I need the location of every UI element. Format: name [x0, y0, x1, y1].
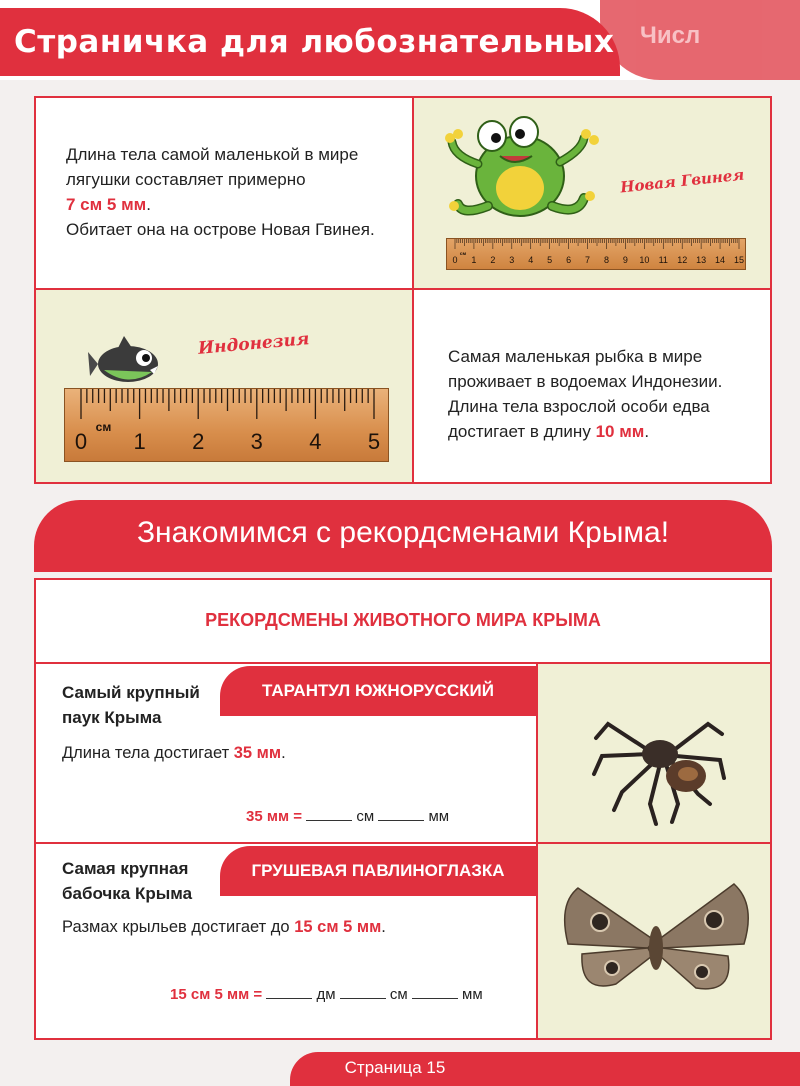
ruler-tick-label: 1 — [471, 255, 477, 265]
corner-tab-label: Числ — [640, 22, 701, 49]
ruler-tick-label: 14 — [715, 255, 726, 265]
section-banner — [34, 500, 772, 572]
ruler-tick-label: 3 — [509, 255, 515, 265]
moth-formula-unit2: см — [389, 986, 408, 1003]
answer-blank[interactable] — [306, 809, 352, 821]
ruler-tick-label: 10 — [639, 255, 650, 265]
small-ruler — [446, 238, 746, 270]
ruler-tick-label: 12 — [677, 255, 688, 265]
fish-fact: Самая маленькая рыбка в мире проживает в водоемах Индонезии. Длина тела взрослой особи едва достигает в длину 10 мм. — [448, 347, 723, 441]
fish-fact-text: Самая маленькая рыбка в мире проживает в водоемах Индонезии. Длина тела взрослой особи едва достигает в длину — [448, 347, 723, 441]
spider-name-pill: ТАРАНТУЛ ЮЖНОРУССКИЙ — [220, 666, 536, 716]
ruler-tick-label: 2 — [192, 429, 205, 454]
section-title: Знакомимся с рекордсменами Крыма! — [136, 516, 670, 549]
page-title: Страничка для любознательных — [14, 24, 615, 60]
ruler-tick-label: 9 — [622, 255, 628, 265]
ruler-tick-label: 15 — [733, 255, 745, 265]
ruler-tick-label: 4 — [528, 255, 534, 265]
big-ruler — [64, 388, 389, 462]
spider-icon — [538, 664, 770, 842]
ruler-tick-label: 0 — [74, 429, 88, 454]
new-guinea-label: Новая Гвинея — [619, 165, 746, 197]
ruler-tick-label: 7 — [585, 255, 591, 265]
moth-photo — [538, 844, 770, 1038]
spider-formula-unit2: мм — [428, 808, 450, 825]
fish-size: 10 мм — [595, 422, 645, 441]
fish-illustration — [36, 290, 412, 482]
ruler-tick-label: 0 — [452, 255, 458, 265]
frog-fact-line2: Обитает она на острове Новая Гвинея. — [66, 220, 375, 239]
ruler-tick-label: 5 — [367, 429, 381, 454]
moth-heading-line1: Самая крупная — [62, 859, 189, 878]
spider-heading-line1: Самый крупный — [62, 683, 200, 702]
corner-tab — [600, 0, 800, 80]
answer-blank[interactable] — [412, 987, 458, 999]
moth-formula-lhs: 15 см 5 мм — [170, 986, 250, 1003]
spider-heading — [62, 680, 200, 730]
facts-card — [34, 96, 772, 484]
moth-formula: 15 см 5 мм = дм см мм — [170, 986, 483, 1003]
ruler-unit: см — [459, 252, 467, 257]
ruler-tick-label: 11 — [658, 255, 668, 265]
ruler-tick-label: 6 — [566, 255, 572, 265]
answer-blank[interactable] — [340, 987, 386, 999]
ruler-tick-label: 3 — [250, 429, 263, 454]
header-banner — [0, 8, 620, 76]
ruler-tick-label: 4 — [309, 429, 322, 454]
spider-heading-line2: паук Крыма — [62, 708, 162, 727]
records-card — [34, 578, 772, 1040]
ruler-tick-label: 8 — [603, 255, 609, 265]
frog-illustration — [414, 98, 770, 288]
spider-formula-unit1: см — [356, 808, 375, 825]
frog-fact-line1: Длина тела самой маленькой в мире лягушки составляет примерно — [66, 145, 359, 189]
ruler-scale — [447, 239, 747, 271]
answer-blank[interactable] — [266, 987, 312, 999]
moth-formula-unit3: мм — [462, 986, 483, 1003]
ruler-tick-label: 5 — [547, 255, 553, 265]
moth-fact-text: Размах крыльев достигает до — [62, 918, 290, 936]
moth-heading — [62, 856, 192, 906]
spider-fact: Длина тела достигает 35 мм. — [62, 744, 286, 762]
spider-photo — [538, 664, 770, 842]
moth-size: 15 см 5 мм — [294, 918, 382, 936]
spider-formula-lhs: 35 мм — [246, 808, 290, 825]
spider-formula: 35 мм = см мм — [246, 808, 450, 825]
frog-fact: Длина тела самой маленькой в мире лягушки составляет примерно 7 см 5 мм. Обитает она на острове Новая Гвинея. — [66, 145, 375, 239]
answer-blank[interactable] — [378, 809, 424, 821]
moth-name-pill: ГРУШЕВАЯ ПАВЛИНОГЛАЗКА — [220, 846, 536, 896]
page-number: Страница 15 — [344, 1058, 446, 1077]
footer — [0, 1040, 800, 1086]
spider-fact-text: Длина тела достигает — [62, 744, 230, 762]
records-heading: РЕКОРДСМЕНЫ ЖИВОТНОГО МИРА КРЫМА — [205, 610, 601, 630]
indonesia-label: Индонезия — [197, 329, 311, 359]
moth-fact: Размах крыльев достигает до 15 см 5 мм. — [62, 918, 386, 936]
ruler-scale — [65, 389, 390, 463]
frog-size: 7 см 5 мм — [66, 195, 147, 214]
moth-icon — [538, 844, 770, 1038]
ruler-unit: см — [95, 420, 112, 434]
spider-size: 35 мм — [233, 744, 282, 762]
ruler-tick-label: 2 — [490, 255, 496, 265]
ruler-tick-label: 1 — [133, 429, 146, 454]
moth-formula-unit1: дм — [316, 986, 336, 1003]
ruler-tick-label: 13 — [696, 255, 707, 265]
moth-heading-line2: бабочка Крыма — [62, 884, 193, 903]
